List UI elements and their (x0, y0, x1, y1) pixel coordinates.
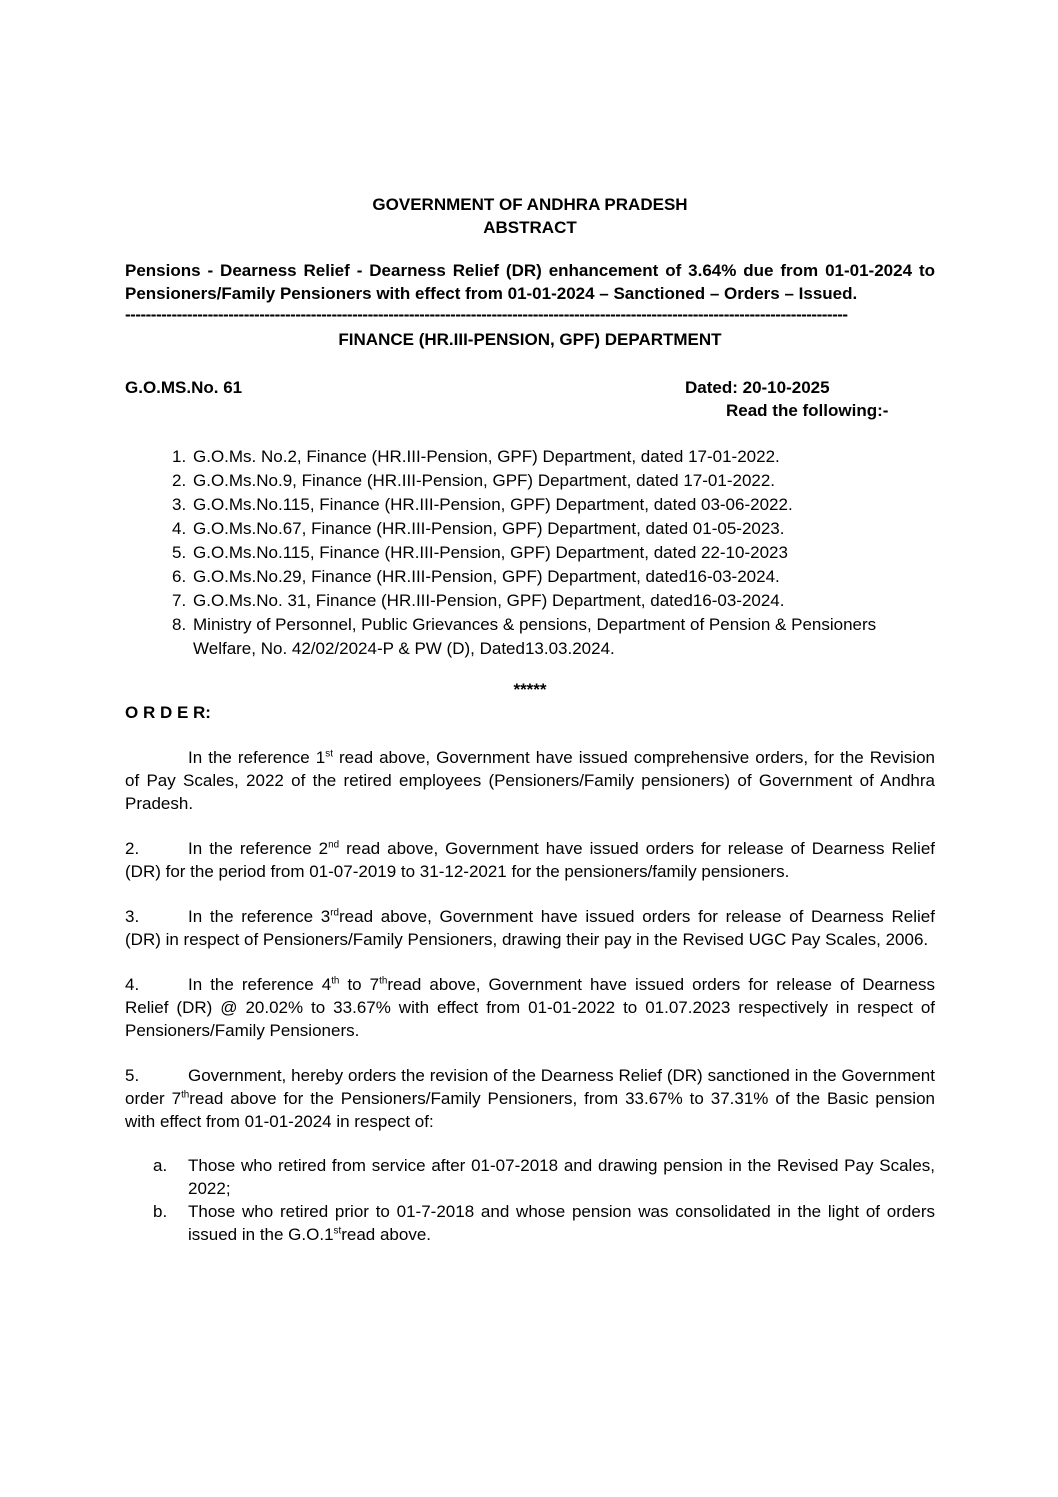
order-paragraph-5 (125, 1064, 935, 1133)
paragraph-number: 5. (125, 1066, 140, 1085)
paragraph-text: Government, hereby orders the revision of the Dearness Relief (DR) sanctioned in the Government order 7 (125, 1066, 935, 1108)
paragraph-text: read above for the Pensioners/Family Pensioners, from 33.67% to 37.31% of the Basic pension with effect from 01-01-2024 in respect of: (125, 1089, 935, 1131)
paragraph-text: read above, Government have issued orders for release of Dearness Relief (DR) @ 20.02% to 33.67% with effect from 01-01-2022 to 01.07.2023 respectively in respect of Pensioners/Family Pensioners. (125, 975, 935, 1040)
reference-item (172, 589, 935, 613)
paragraph-text: Those who retired from service after 01-07-2018 and drawing pension in the Revised Pay Scales, 2022; (188, 1156, 935, 1198)
paragraph-text: In the reference 1 (188, 748, 326, 767)
go-number-row (125, 376, 935, 399)
paragraph-text: read above, Government have issued orders for release of Dearness Relief (DR) for the period from 01-07-2019 to 31-12-2021 for the pensioners/family pensioners. (125, 839, 935, 881)
ordinal-superscript: st (325, 748, 333, 760)
order-paragraph-3 (125, 905, 935, 951)
document-content (125, 193, 935, 1246)
sub-item-marker: b. (153, 1202, 168, 1221)
reference-item (172, 493, 935, 517)
sub-item-b (153, 1200, 935, 1246)
paragraph-text: In the reference 2 (188, 839, 329, 858)
department-heading: FINANCE (HR.III-PENSION, GPF) DEPARTMENT (338, 330, 722, 349)
ordinal-superscript: rd (330, 907, 340, 919)
ordinal-superscript: nd (328, 839, 340, 851)
sub-item-text (188, 1200, 935, 1246)
reference-number: 2. (172, 471, 187, 490)
paragraph-text: to 7 (339, 975, 380, 994)
paragraph-text: read above, Government have issued orders for release of Dearness Relief (DR) in respect of Pensioners/Family Pensioners, drawing their pay in the Revised UGC Pay Scales, 2006. (125, 907, 935, 949)
paragraph-text: read above. (341, 1225, 431, 1244)
stars-separator: ***** (513, 680, 547, 699)
reference-item (172, 613, 935, 661)
subject-paragraph: Pensions - Dearness Relief - Dearness Relief (DR) enhancement of 3.64% due from 01-01-2024 to Pensioners/Family Pensioners with effect from 01-01-2024 – Sanctioned – Orders – Issued. (125, 261, 935, 303)
reference-item (172, 541, 935, 565)
paragraph-number: 3. (125, 907, 140, 926)
reference-text: G.O.Ms.No.9, Finance (HR.III-Pension, GPF) Department, dated 17-01-2022. (193, 471, 776, 490)
reference-number: 3. (172, 495, 187, 514)
reference-item (172, 517, 935, 541)
reference-text: G.O.Ms.No.115, Finance (HR.III-Pension, GPF) Department, dated 22-10-2023 (193, 543, 788, 562)
paragraph-text: Those who retired prior to 01-7-2018 and whose pension was consolidated in the light of orders issued in the G.O.1 (188, 1202, 935, 1244)
references-list (125, 445, 935, 661)
reference-text: G.O.Ms.No. 31, Finance (HR.III-Pension, GPF) Department, dated16-03-2024. (193, 591, 785, 610)
paragraph-text: In the reference 4 (188, 975, 332, 994)
reference-text: G.O.Ms.No.115, Finance (HR.III-Pension, GPF) Department, dated 03-06-2022. (193, 495, 793, 514)
order-paragraph-2 (125, 837, 935, 883)
read-following-label: Read the following:- (726, 401, 889, 420)
dated-label: Dated: 20-10-2025 (685, 378, 830, 397)
reference-item (172, 469, 935, 493)
ordinal-superscript: th (379, 975, 388, 987)
reference-number: 7. (172, 591, 187, 610)
ordinal-superscript: th (331, 975, 340, 987)
sub-item-text (188, 1154, 935, 1200)
reference-item (172, 445, 935, 469)
order-paragraph-1 (125, 746, 935, 815)
reference-item (172, 565, 935, 589)
ordinal-superscript: st (333, 1225, 342, 1237)
abstract-heading: ABSTRACT (483, 218, 577, 237)
reference-number: 5. (172, 543, 187, 562)
order-heading: O R D E R: (125, 703, 211, 722)
go-number: G.O.MS.No. 61 (125, 378, 243, 397)
reference-text: G.O.Ms. No.2, Finance (HR.III-Pension, GPF) Department, dated 17-01-2022. (193, 447, 780, 466)
reference-number: 8. (172, 615, 187, 634)
sub-item-marker: a. (153, 1156, 168, 1175)
reference-text: G.O.Ms.No.67, Finance (HR.III-Pension, GPF) Department, dated 01-05-2023. (193, 519, 785, 538)
paragraph-text: In the reference 3 (188, 907, 331, 926)
dashed-separator: -------------------------------------------------------------------------------------------------------------------------------------------- (125, 308, 848, 322)
paragraph-number: 4. (125, 975, 140, 994)
sub-item-list (125, 1154, 935, 1246)
paragraph-text: read above, Government have issued comprehensive orders, for the Revision of Pay Scales, 2022 of the retired employees (Pensioners/Family pensioners) of Government of Andhra Pradesh. (125, 748, 935, 813)
reference-text: G.O.Ms.No.29, Finance (HR.III-Pension, GPF) Department, dated16-03-2024. (193, 567, 780, 586)
reference-number: 6. (172, 567, 187, 586)
reference-number: 1. (172, 447, 187, 466)
sub-item-a (153, 1154, 935, 1200)
ordinal-superscript: th (181, 1089, 190, 1101)
paragraph-number: 2. (125, 839, 140, 858)
reference-number: 4. (172, 519, 187, 538)
reference-text: Ministry of Personnel, Public Grievances & pensions, Department of Pension & Pensioners Welfare, No. 42/02/2024-P & PW (D), Dated13.03.2024. (193, 615, 877, 658)
government-title: GOVERNMENT OF ANDHRA PRADESH (372, 195, 688, 214)
order-paragraph-4 (125, 973, 935, 1042)
